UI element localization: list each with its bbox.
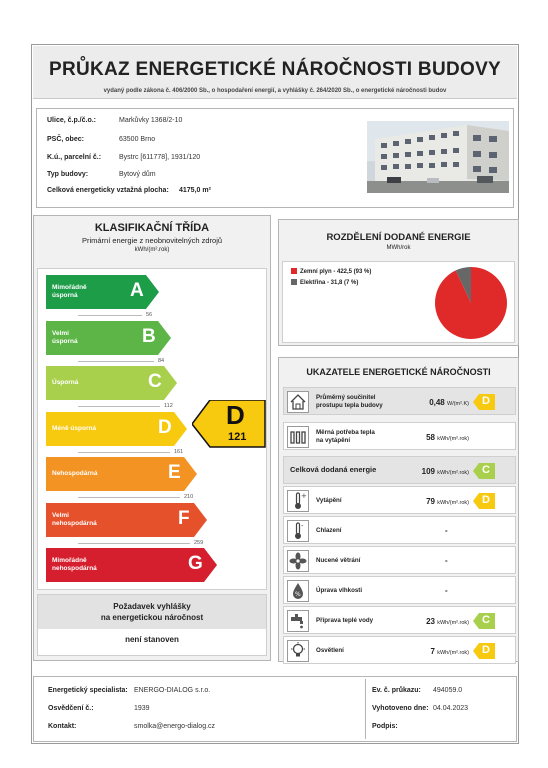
date-value: 04.04.2023 xyxy=(433,705,469,712)
indicators-panel xyxy=(278,357,519,662)
indicator-value xyxy=(426,497,469,506)
indicator-label xyxy=(316,587,362,595)
cooling-icon xyxy=(287,520,309,542)
footer-divider xyxy=(365,679,366,739)
class-badge-letter: C xyxy=(482,464,490,476)
date-label: Vyhotoveno dne: xyxy=(372,705,429,712)
class-badge-letter: D xyxy=(482,494,490,506)
distribution-content xyxy=(282,261,515,343)
indicator-number: 23 xyxy=(426,617,435,626)
indicator-label-line-1: Chlazení xyxy=(316,527,342,534)
requirement-title-2: na energetickou náročnost xyxy=(100,613,204,622)
class-letter-a: A xyxy=(130,280,144,301)
ku-label: K.ú., parcelní č.: xyxy=(47,154,102,161)
threshold-line xyxy=(78,361,154,362)
requirement-value: není stanoven xyxy=(125,635,179,644)
indicator-value xyxy=(422,467,469,476)
class-label-line-2: nehospodárná xyxy=(52,565,97,572)
indicator-value: - xyxy=(445,586,448,595)
requirement-heading xyxy=(38,595,266,629)
class-letter-b: B xyxy=(142,325,156,347)
class-badge-d xyxy=(473,643,495,659)
radiator-icon xyxy=(287,426,309,448)
building-photo xyxy=(367,121,509,193)
indicator-label-line-1: Vytápění xyxy=(316,497,342,504)
legend-label-gas: Zemní plyn - 422,5 (93 %) xyxy=(300,269,372,275)
indicator-label-line-1: Měrná potřeba tepla xyxy=(316,429,375,436)
threshold-value: 84 xyxy=(158,357,165,364)
indicator-unit: kWh/(m².rok) xyxy=(437,470,469,476)
indicator-row xyxy=(283,456,516,484)
classification-title: KLASIFIKAČNÍ TŘÍDA xyxy=(94,222,210,234)
classification-subtitle: Primární energie z neobnovitelných zdrojů xyxy=(81,236,223,245)
class-label-line-1: Úsporná xyxy=(52,379,79,386)
class-badge-c xyxy=(473,613,495,629)
indicator-label xyxy=(316,557,360,565)
class-label-b xyxy=(52,330,78,346)
class-badge-letter: C xyxy=(482,614,490,626)
legend-label-electricity: Elektřina - 31,8 (7 %) xyxy=(300,280,359,286)
threshold-value: 56 xyxy=(146,312,153,318)
indicator-number: 7 xyxy=(430,647,435,656)
class-label-line-2: úsporná xyxy=(52,292,78,299)
threshold-line xyxy=(78,406,160,407)
indicator-value xyxy=(429,398,469,407)
requirement-title-1: Požadavek vyhlášky xyxy=(113,602,191,611)
energy-distribution-panel xyxy=(278,219,519,346)
indicator-value xyxy=(431,647,469,656)
distribution-pie-chart xyxy=(431,263,511,343)
indicator-row xyxy=(283,606,516,634)
legend-swatch-gas xyxy=(291,268,297,274)
bulb-icon xyxy=(287,640,309,662)
indicator-label xyxy=(316,429,375,445)
area-value: 4175,0 m² xyxy=(179,187,211,194)
street-value: Markůvky 1368/2-10 xyxy=(119,117,183,124)
class-letter-g: G xyxy=(188,553,203,574)
indicator-value: - xyxy=(445,526,448,535)
indicator-row xyxy=(283,636,516,664)
signature-label: Podpis: xyxy=(372,723,398,730)
indicator-row xyxy=(283,576,516,604)
class-label-f xyxy=(52,512,97,528)
threshold-line xyxy=(78,315,142,316)
class-arrow-a xyxy=(46,275,160,309)
class-label-line-2: úsporná xyxy=(52,337,78,345)
indicator-label-line-1: Osvětlení xyxy=(316,647,344,654)
indicator-label xyxy=(316,647,344,655)
class-label-line-1: Méně úsporná xyxy=(52,424,97,432)
class-label-c xyxy=(52,379,78,387)
house-icon xyxy=(287,391,309,413)
tap-icon xyxy=(287,610,309,632)
indicator-label xyxy=(316,497,342,505)
cert-value: 1939 xyxy=(134,705,150,712)
psc-label: PSČ, obec: xyxy=(47,136,84,143)
indicator-number: 58 xyxy=(426,433,435,442)
indicator-label-line-1: Celková dodaná energie xyxy=(290,465,377,474)
current-class-value: 121 xyxy=(228,431,247,443)
class-arrow-f xyxy=(46,503,208,537)
psc-value: 63500 Brno xyxy=(119,136,156,143)
indicator-unit: kWh/(m².rok) xyxy=(437,620,469,626)
threshold-line xyxy=(78,452,170,453)
pie-slice-gas xyxy=(435,267,507,339)
indicator-row xyxy=(283,546,516,574)
type-label: Typ budovy: xyxy=(47,171,89,178)
class-label-line-1: Mimořádně xyxy=(52,557,87,564)
building-info xyxy=(36,108,514,208)
indicator-unit: kWh/(m².rok) xyxy=(437,436,469,442)
indicator-label-line-1: Nucené větrání xyxy=(316,557,361,564)
indicator-row xyxy=(283,387,516,415)
indicator-unit: kWh/(m².rok) xyxy=(437,500,469,506)
threshold-value: 112 xyxy=(164,403,173,409)
indicator-label xyxy=(316,394,383,410)
indicator-number: 109 xyxy=(421,467,435,476)
svg-text:%: % xyxy=(295,591,301,598)
fan-icon xyxy=(287,550,309,572)
indicator-value xyxy=(426,617,469,626)
classification-unit: kWh/(m².rok) xyxy=(134,247,170,253)
footer-info xyxy=(33,676,517,742)
class-badge-d xyxy=(473,394,495,410)
class-arrow-g xyxy=(46,548,218,582)
indicator-value: - xyxy=(445,556,448,565)
thermometer-icon xyxy=(287,490,309,512)
distribution-title: ROZDĚLENÍ DODANÉ ENERGIE xyxy=(326,232,471,243)
indicator-number: 79 xyxy=(426,497,435,506)
ku-value: Bystrc [611778], 1931/120 xyxy=(119,154,201,161)
indicator-label-line-1: Průměrný součinitel xyxy=(316,394,376,401)
current-class-marker xyxy=(192,400,266,448)
area-label: Celková energeticky vztažná plocha: xyxy=(47,187,169,194)
indicator-unit: W/(m².K) xyxy=(447,401,469,407)
class-arrow-e xyxy=(46,457,198,491)
page-title: PRŮKAZ ENERGETICKÉ NÁROČNOSTI BUDOVY xyxy=(48,59,502,80)
class-badge-d xyxy=(473,493,495,509)
class-badge-letter: D xyxy=(482,644,490,656)
page-subtitle: vydaný podle zákona č. 406/2000 Sb., o hospodaření energií, a vyhlášky č. 264/2020 Sb., o energetické náročnosti budov xyxy=(103,88,447,94)
current-class-letter: D xyxy=(226,400,245,430)
indicator-label xyxy=(316,617,373,625)
indicator-number: 0,48 xyxy=(429,398,445,407)
classification-header xyxy=(34,216,270,264)
class-label-line-1: Nehospodárná xyxy=(52,470,98,477)
humidity-icon xyxy=(287,580,309,602)
class-label-g xyxy=(52,557,97,573)
legend-swatch-electricity xyxy=(291,279,297,285)
specialist-label: Energetický specialista: xyxy=(48,687,128,694)
class-label-line-2: nehospodárná xyxy=(52,519,97,527)
indicator-row xyxy=(283,486,516,514)
class-label-a xyxy=(52,284,87,300)
class-letter-c: C xyxy=(148,371,162,392)
ev-label: Ev. č. průkazu: xyxy=(372,687,421,694)
indicators-title: UKAZATELE ENERGETICKÉ NÁROČNOSTI xyxy=(306,367,491,377)
class-label-line-1: Velmi xyxy=(52,329,69,337)
legend-item-electricity xyxy=(291,279,358,286)
indicator-label-line-1: Úprava vlhkosti xyxy=(316,587,363,594)
threshold-value: 210 xyxy=(184,494,194,500)
indicator-row xyxy=(283,422,516,450)
class-label-e xyxy=(52,470,98,478)
requirement-box xyxy=(37,594,267,656)
indicator-label-line-2: na vytápění xyxy=(316,437,351,444)
indicator-row xyxy=(283,516,516,544)
street-label: Ulice, č.p./č.o.: xyxy=(47,117,97,124)
indicator-unit: kWh/(m².rok) xyxy=(437,650,469,656)
contact-value: smolka@energo-dialog.cz xyxy=(134,723,216,730)
class-arrow-b xyxy=(46,321,172,355)
svg-text:+: + xyxy=(301,492,307,500)
type-value: Bytový dům xyxy=(119,171,156,178)
indicator-label-line-1: Příprava teplé vody xyxy=(316,617,374,624)
class-badge-letter: D xyxy=(482,395,490,407)
threshold-line xyxy=(78,497,180,498)
class-label-line-1: Velmi xyxy=(52,511,69,519)
contact-label: Kontakt: xyxy=(48,723,77,730)
indicator-label xyxy=(316,527,341,535)
threshold-value: 161 xyxy=(174,448,184,455)
indicator-label-line-2: prostupu tepla budovy xyxy=(316,402,383,409)
distribution-unit: MWh/rok xyxy=(386,245,411,251)
ev-value: 494059.0 xyxy=(433,687,463,694)
class-label-line-1: Mimořádně xyxy=(52,284,87,291)
legend-item-gas xyxy=(291,268,371,275)
class-label-d xyxy=(52,425,96,433)
class-arrow-c xyxy=(46,366,178,400)
indicator-value xyxy=(426,433,469,442)
class-letter-d: D xyxy=(158,416,172,438)
threshold-value: 259 xyxy=(194,539,204,546)
cert-label: Osvědčení č.: xyxy=(48,705,94,712)
certificate-header xyxy=(33,46,517,99)
class-arrow-d xyxy=(46,412,188,446)
class-letter-f: F xyxy=(178,507,190,529)
threshold-line xyxy=(78,543,190,544)
svg-text:-: - xyxy=(301,522,304,530)
class-letter-e: E xyxy=(168,462,181,483)
indicator-label xyxy=(290,466,376,474)
specialist-value: ENERGO-DIALOG s.r.o. xyxy=(134,687,211,694)
class-badge-c xyxy=(473,463,495,479)
